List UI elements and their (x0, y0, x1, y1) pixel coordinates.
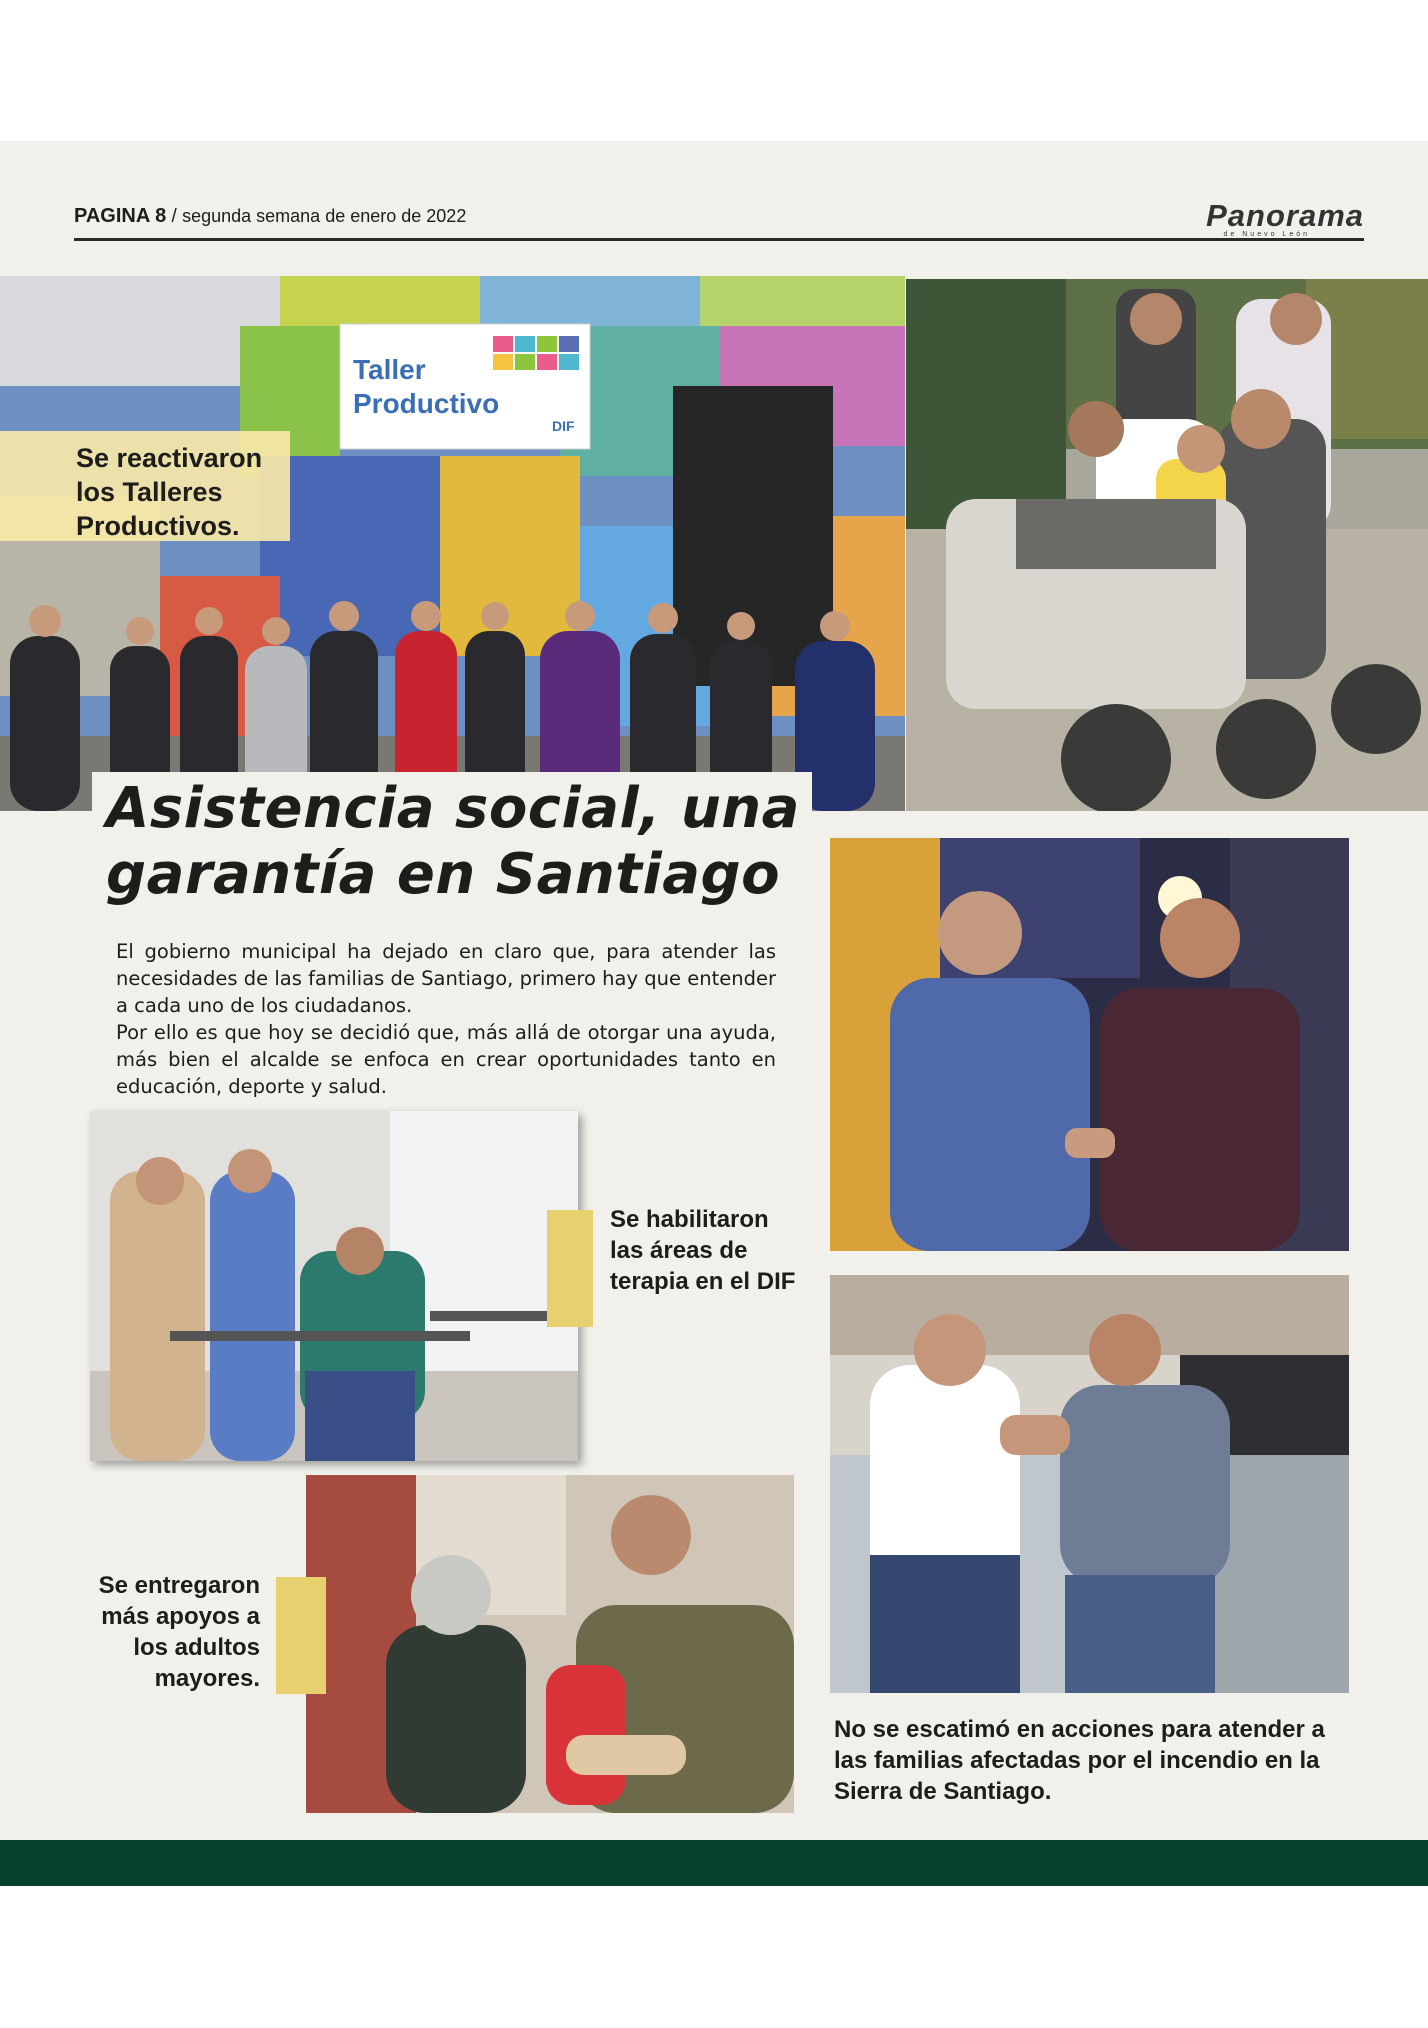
caption-talleres: Se reactivaron los Talleres Productivos. (0, 431, 290, 541)
publication-logo (1206, 198, 1364, 239)
header-separator: / (171, 206, 177, 227)
header-rule (74, 238, 1364, 241)
caption-fire: No se escatimó en acciones para atender a las familias afectadas por el incendio en la Sierra de Santiago. (834, 1716, 1325, 1805)
photo-kids-jeep (906, 279, 1428, 811)
sign-text-line1: Taller (353, 354, 426, 385)
fire-photo-art (830, 1275, 1349, 1693)
photo-night-handshake (830, 838, 1349, 1251)
photo-fire-support (830, 1275, 1349, 1693)
article-headline (106, 776, 806, 908)
article-body (116, 938, 776, 1100)
night-photo-art (830, 838, 1349, 1251)
taller-photo-art (0, 276, 905, 811)
page-info (74, 205, 466, 228)
photo-therapy-area (90, 1111, 578, 1461)
photo-elderly-support (306, 1475, 794, 1813)
logo-title: Panorama (1206, 198, 1364, 233)
sign-brand: DIF (552, 418, 575, 434)
caption-elderly: Se entregaron más apoyos a los adultos mayores. (98, 1572, 260, 1692)
logo-subtitle: de Nuevo León (1223, 231, 1310, 238)
photo-taller-productivo (0, 276, 905, 811)
therapy-caption-tab (547, 1210, 593, 1327)
article-paragraph-1: El gobierno municipal ha dejado en claro que, para atender las necesidades de las familias de Santiago, primero hay que entender a cada uno de los ciudadanos. (116, 940, 776, 1017)
therapy-photo-art (90, 1111, 578, 1461)
kids-photo-art (906, 279, 1428, 811)
elderly-photo-art (306, 1475, 794, 1813)
sign-text-line2: Productivo (353, 388, 500, 419)
headline-line-1: Asistencia social, una (106, 776, 800, 841)
page-number: PAGINA 8 (74, 205, 167, 227)
footer-bar (0, 1840, 1428, 1886)
newspaper-page (0, 141, 1428, 1886)
headline-line-2: garantía en Santiago (106, 842, 781, 907)
issue-date: segunda semana de enero de 2022 (182, 206, 467, 226)
article-paragraph-2: Por ello es que hoy se decidió que, más allá de otorgar una ayuda, más bien el alcalde se enfoca en crear oportunidades tanto en educación, deporte y salud. (116, 1021, 776, 1098)
elderly-caption-tab (276, 1577, 326, 1694)
page-header (74, 198, 1364, 241)
caption-therapy: Se habilitaron las áreas de terapia en el DIF (610, 1206, 796, 1295)
